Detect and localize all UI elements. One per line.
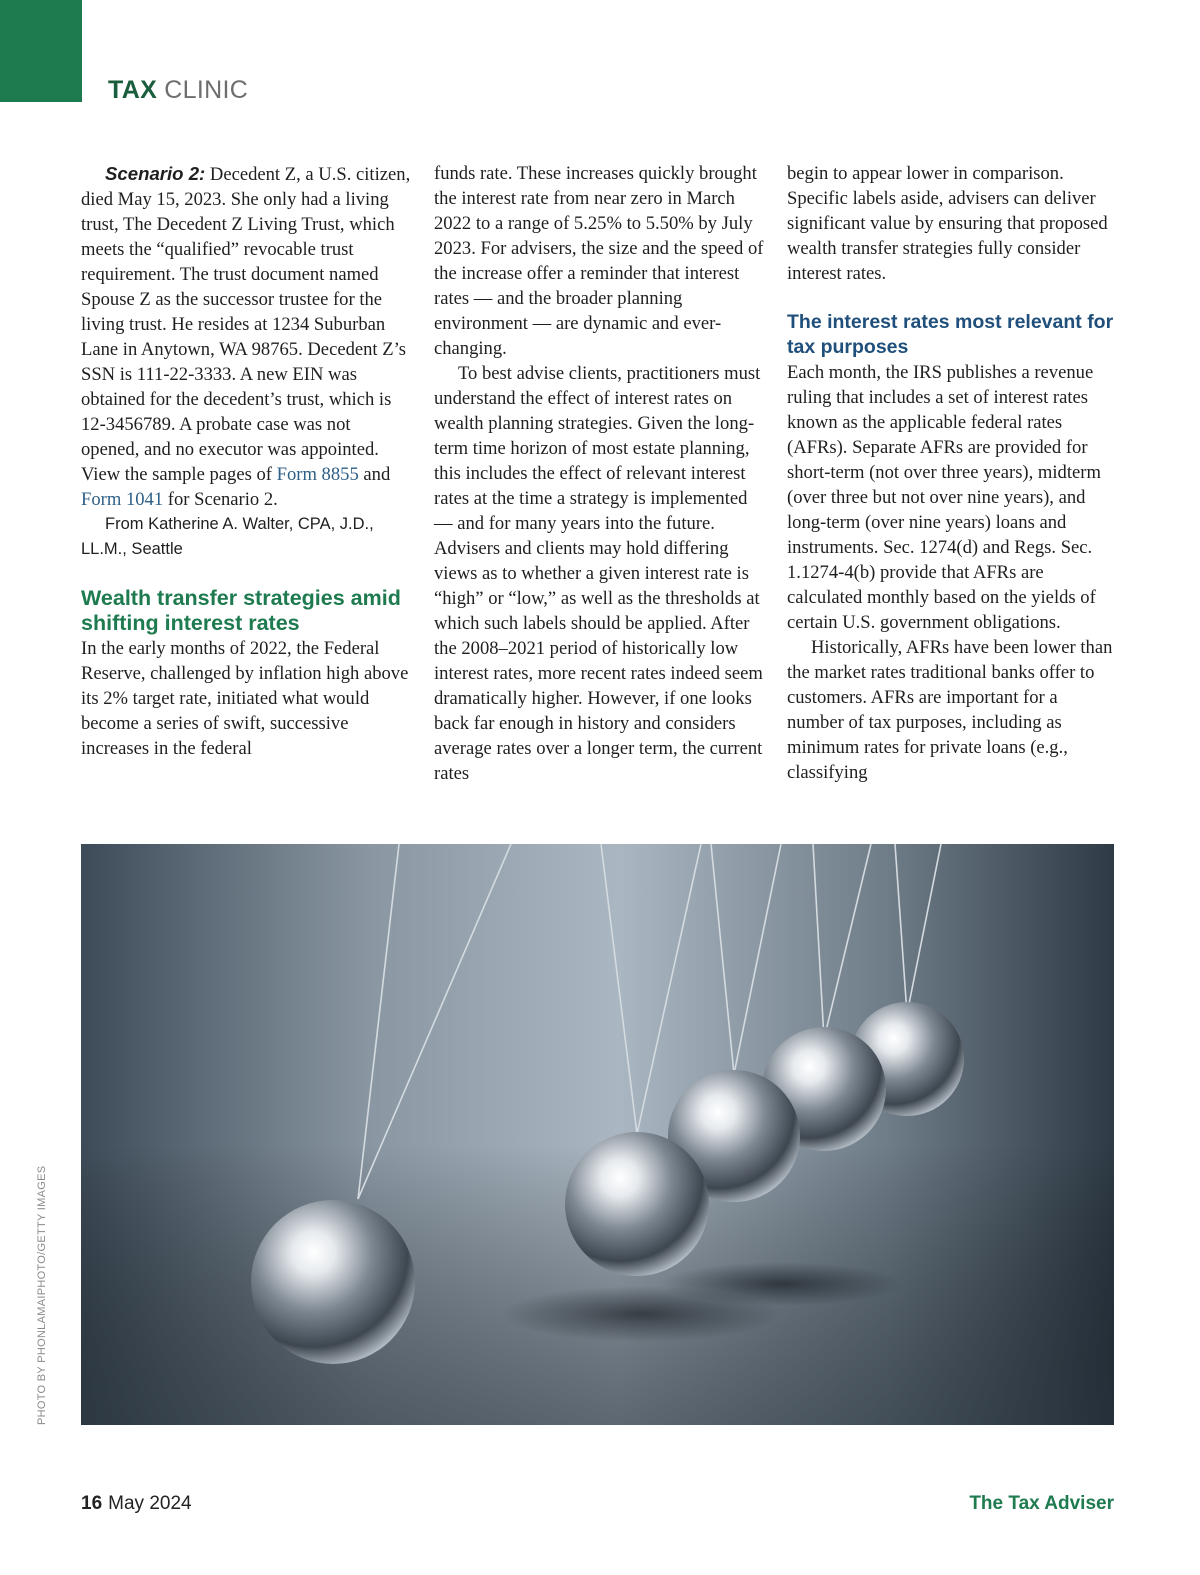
form-8855-link[interactable]: Form 8855 (276, 464, 359, 485)
scenario-text-2: for Scenario 2. (163, 489, 278, 510)
section-heading-interest-rates: The interest rates most relevant for tax purposes (787, 311, 1114, 358)
column-1 (81, 161, 411, 761)
pendulum-ball (565, 1132, 709, 1276)
header-color-block (0, 0, 82, 102)
body-paragraph: Historically, AFRs have been lower than the market rates traditional banks offer to customers. AFRs are important for a number of tax purposes, including as minimum rates for private loans (e.g., classifying (787, 637, 1113, 783)
pendulum-ball (251, 1200, 415, 1364)
section-label-bold: TAX (108, 76, 158, 104)
page-number: 16 (81, 1493, 103, 1514)
body-paragraph: To best advise clients, practitioners must understand the effect of interest rates on wealth planning strategies. Given the long-term time horizon of most estate planning, this includes the effect of relevant interest rates at the time a strategy is implemented — and for many years into the future. Advisers and clients may hold differing views as to whether a given interest rate is “high” or “low,” as well as the thresholds at which such labels should be applied. After the 2008–2021 period of historically low interest rates, more recent rates indeed seem dramatically higher. However, if one looks back far enough in history and considers average rates over a longer term, the current rates (434, 363, 763, 784)
issue-date: May 2024 (108, 1493, 192, 1514)
column-3 (787, 161, 1117, 785)
body-paragraph: funds rate. These increases quickly brought the interest rate from near zero in March 2022 to a range of 5.25% to 5.50% by July 2023. For advisers, the size and the speed of the increase offer a reminder that interest rates — and the broader planning environment — are dynamic and ever-changing. (434, 163, 764, 359)
column-2 (434, 161, 764, 786)
section-heading-wealth-transfer: Wealth transfer strategies amid shifting interest rates (81, 586, 401, 635)
newtons-cradle-photo (81, 844, 1114, 1425)
author-attribution: From Katherine A. Walter, CPA, J.D., LL.M., Seattle (81, 515, 374, 558)
section-label (108, 76, 248, 105)
body-paragraph: In the early months of 2022, the Federal Reserve, challenged by inflation high above its 2% target rate, initiated what would become a series of swift, successive increases in the federal (81, 638, 409, 759)
photo-credit: PHOTO BY PHONLAMAIPHOTO/GETTY IMAGES (36, 1165, 48, 1425)
scenario-paragraph (81, 161, 411, 512)
form-1041-link[interactable]: Form 1041 (81, 489, 164, 510)
scenario-label: Scenario 2: (105, 163, 206, 184)
and-text: and (358, 464, 391, 485)
footer-left (81, 1493, 192, 1515)
publication-name: The Tax Adviser (969, 1493, 1114, 1514)
body-paragraph: begin to appear lower in comparison. Specific labels aside, advisers can deliver significant value by ensuring that proposed wealth transfer strategies fully consider interest rates. (787, 163, 1108, 284)
ball-shadow (661, 1262, 901, 1306)
scenario-text-1: Decedent Z, a U.S. citizen, died May 15, 2023. She only had a living trust, The Decedent Z Living Trust, which meets the “qualified” revocable trust requirement. The trust document named Spouse Z as the successor trustee for the living trust. He resides at 1234 Suburban Lane in Anytown, WA 98765. Decedent Z’s SSN is 111-22-3333. A new EIN was obtained for the decedent’s trust, which is 12-3456789. A probate case was not opened, and no executor was appointed. View the sample pages of (81, 164, 411, 485)
body-paragraph: Each month, the IRS publishes a revenue ruling that includes a set of interest rates known as the applicable federal rates (AFRs). Separate AFRs are provided for short-term (not over three years), midterm (over three but not over nine years), and long-term (over nine years) loans and instruments. Sec. 1274(d) and Regs. Sec. 1.1274-4(b) provide that AFRs are calculated monthly based on the yields of certain U.S. government obligations. (787, 362, 1101, 633)
section-label-light: CLINIC (164, 76, 249, 104)
